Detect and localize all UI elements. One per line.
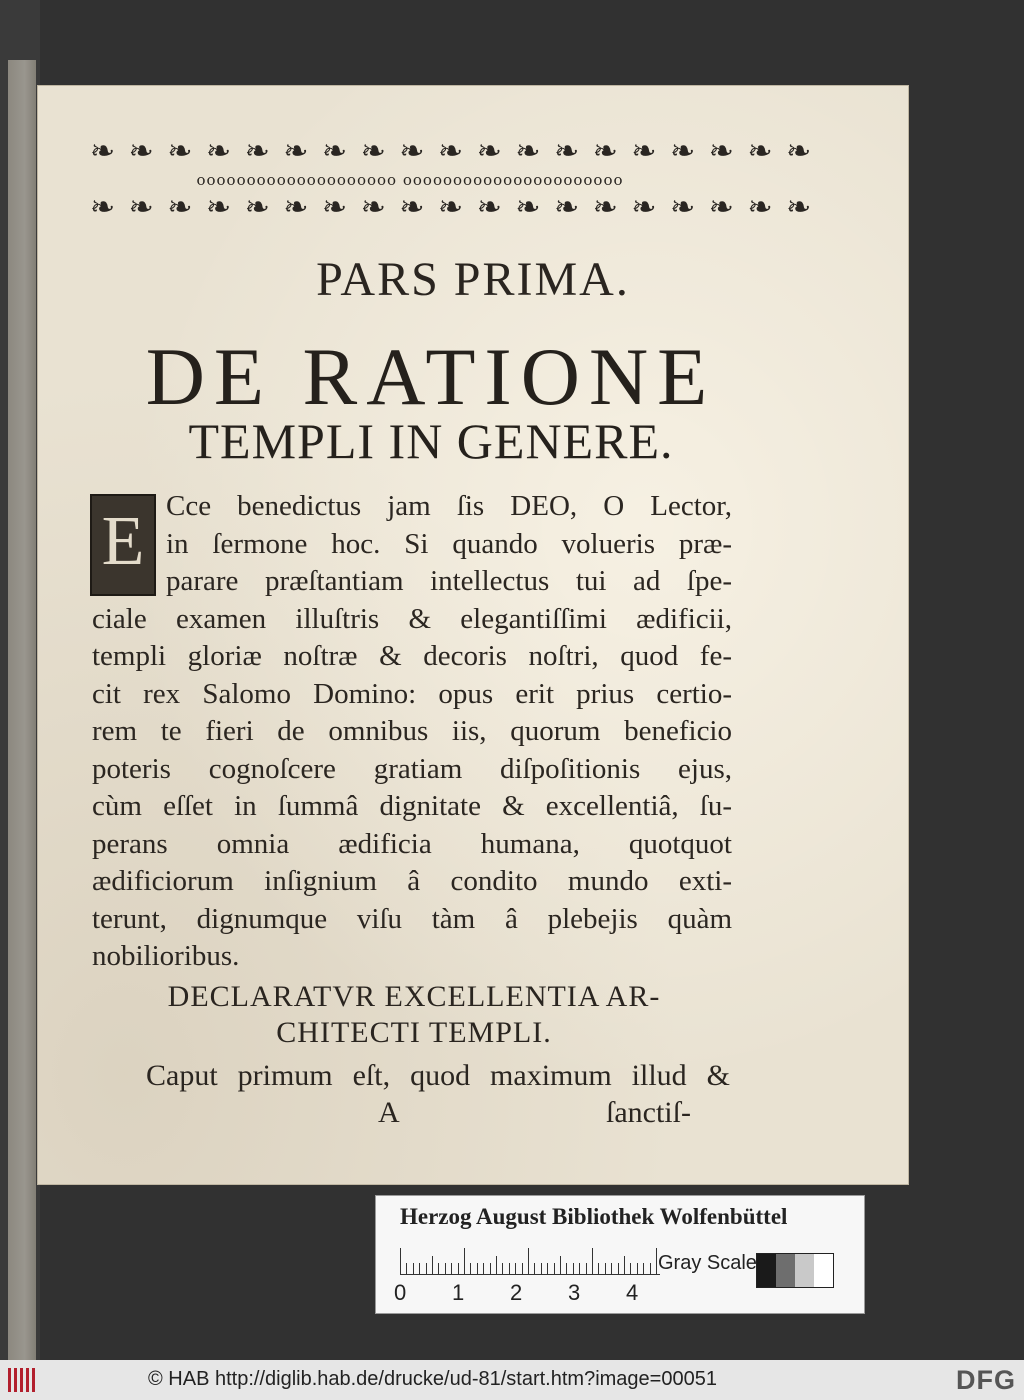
scale-tick	[464, 1248, 465, 1274]
scale-tick	[656, 1248, 657, 1274]
scale-tick	[419, 1263, 420, 1274]
scale-tick	[579, 1263, 580, 1274]
scale-number: 3	[568, 1280, 581, 1305]
scale-number: 0	[394, 1280, 407, 1305]
text-line: ciale examen illuſtris & elegantiſſimi ædificii,	[92, 602, 732, 635]
scale-tick	[496, 1256, 497, 1274]
text-line: in ſermone hoc. Si quando volueris præ-	[166, 527, 732, 560]
scale-tick	[592, 1248, 593, 1274]
scale-tick	[586, 1263, 587, 1274]
library-name: Herzog August Bibliothek Wolfenbüttel	[400, 1204, 788, 1229]
scale-tick	[624, 1256, 625, 1274]
scale-tick	[458, 1263, 459, 1274]
text-line: perans omnia ædificia humana, quotquot	[92, 827, 732, 860]
scale-tick	[611, 1263, 612, 1274]
scale-tick	[534, 1263, 535, 1274]
scale-tick	[470, 1263, 471, 1274]
scale-number: 4	[626, 1280, 639, 1305]
scale-tick	[483, 1263, 484, 1274]
scale-number: 1	[452, 1280, 465, 1305]
scale-tick	[426, 1263, 427, 1274]
text-line: cit rex Salomo Domino: opus erit prius certio-	[92, 677, 732, 710]
text-line: rem te fieri de omnibus iis, quorum beneficio	[92, 715, 732, 747]
scale-tick	[547, 1263, 548, 1274]
section-heading-line2: CHITECTI TEMPLI.	[276, 1016, 552, 1049]
scale-tick	[618, 1263, 619, 1274]
gray-scale-label: Gray Scale	[658, 1252, 757, 1274]
section-heading	[94, 979, 734, 1051]
scale-tick	[515, 1263, 516, 1274]
text-line: ædificiorum inſignium â condito mundo exti-	[92, 865, 732, 897]
body-paragraph	[92, 488, 732, 976]
scale-tick	[650, 1263, 651, 1274]
library-color-card	[375, 1195, 865, 1314]
ornament-border-middle: oooooooooooooooooooo oooooooooooooooooooooo	[196, 171, 624, 189]
gray-swatch	[795, 1254, 814, 1287]
book-page	[38, 86, 908, 1184]
scale-tick	[502, 1263, 503, 1274]
text-line: templi gloriæ noſtræ & decoris noſtri, quod fe-	[92, 640, 732, 672]
text-line: parare præſtantiam intellectus tui ad ſpe-	[166, 565, 732, 597]
signature-mark: A	[378, 1096, 400, 1129]
scale-tick	[509, 1263, 510, 1274]
scale-ruler	[400, 1248, 660, 1275]
scale-tick	[554, 1263, 555, 1274]
scale-tick	[477, 1263, 478, 1274]
scale-tick	[605, 1263, 606, 1274]
text-line: Cce benedictus jam ſis DEO, O Lector,	[166, 490, 732, 522]
scale-tick	[541, 1263, 542, 1274]
scale-tick	[406, 1263, 407, 1274]
text-line: cùm eſſet in ſummâ dignitate & excellentiâ, ſu-	[92, 790, 732, 822]
scale-numbers	[394, 1280, 664, 1306]
scale-tick	[432, 1256, 433, 1274]
scale-tick	[490, 1263, 491, 1274]
scale-tick	[400, 1248, 401, 1274]
text-line: poteris cognoſcere gratiam diſpoſitionis ejus,	[92, 752, 732, 785]
gray-swatch	[757, 1254, 776, 1287]
gray-scale-swatches	[756, 1253, 834, 1288]
text-line: terunt, dignumque viſu tàm â plebejis quàm	[92, 902, 732, 935]
scale-tick	[528, 1248, 529, 1274]
ornament-border-top: ❧ ❧ ❧ ❧ ❧ ❧ ❧ ❧ ❧ ❧ ❧ ❧ ❧ ❧ ❧ ❧ ❧ ❧ ❧	[90, 134, 814, 169]
scale-number: 2	[510, 1280, 523, 1305]
scale-tick	[438, 1263, 439, 1274]
ornament-border-bottom: ❧ ❧ ❧ ❧ ❧ ❧ ❧ ❧ ❧ ❧ ❧ ❧ ❧ ❧ ❧ ❧ ❧ ❧ ❧	[90, 190, 814, 225]
scale-tick	[451, 1263, 452, 1274]
scale-tick	[637, 1263, 638, 1274]
scale-tick	[598, 1263, 599, 1274]
scale-tick	[573, 1263, 574, 1274]
caput-line: Caput primum eſt, quod maximum illud &	[146, 1059, 730, 1092]
scale-tick	[630, 1263, 631, 1274]
footer-bar	[0, 1360, 1024, 1400]
scale-tick	[522, 1263, 523, 1274]
gray-swatch	[776, 1254, 795, 1287]
chapter-title-line2: TEMPLI IN GENERE.	[188, 413, 674, 469]
scale-tick	[566, 1263, 567, 1274]
chapter-title-line1: DE RATIONE	[145, 331, 717, 422]
hab-logo-icon	[6, 1366, 38, 1394]
dfg-logo: DFG	[956, 1365, 1016, 1395]
adjacent-page-edge	[0, 0, 40, 1360]
scale-tick	[445, 1263, 446, 1274]
footer-copyright-link[interactable]: © HAB http://diglib.hab.de/drucke/ud-81/start.htm?image=00051	[148, 1368, 717, 1390]
decorated-initial	[90, 494, 156, 596]
text-line: nobilioribus.	[92, 940, 240, 972]
section-heading-line1: DECLARATVR EXCELLENTIA AR-	[167, 980, 661, 1013]
scale-tick	[560, 1256, 561, 1274]
decorated-initial-letter: E	[101, 503, 145, 580]
scale-tick	[413, 1263, 414, 1274]
part-heading: PARS PRIMA.	[316, 253, 630, 306]
catchword: ſanctiſ-	[606, 1096, 691, 1129]
scale-tick	[643, 1263, 644, 1274]
gray-swatch	[814, 1254, 833, 1287]
